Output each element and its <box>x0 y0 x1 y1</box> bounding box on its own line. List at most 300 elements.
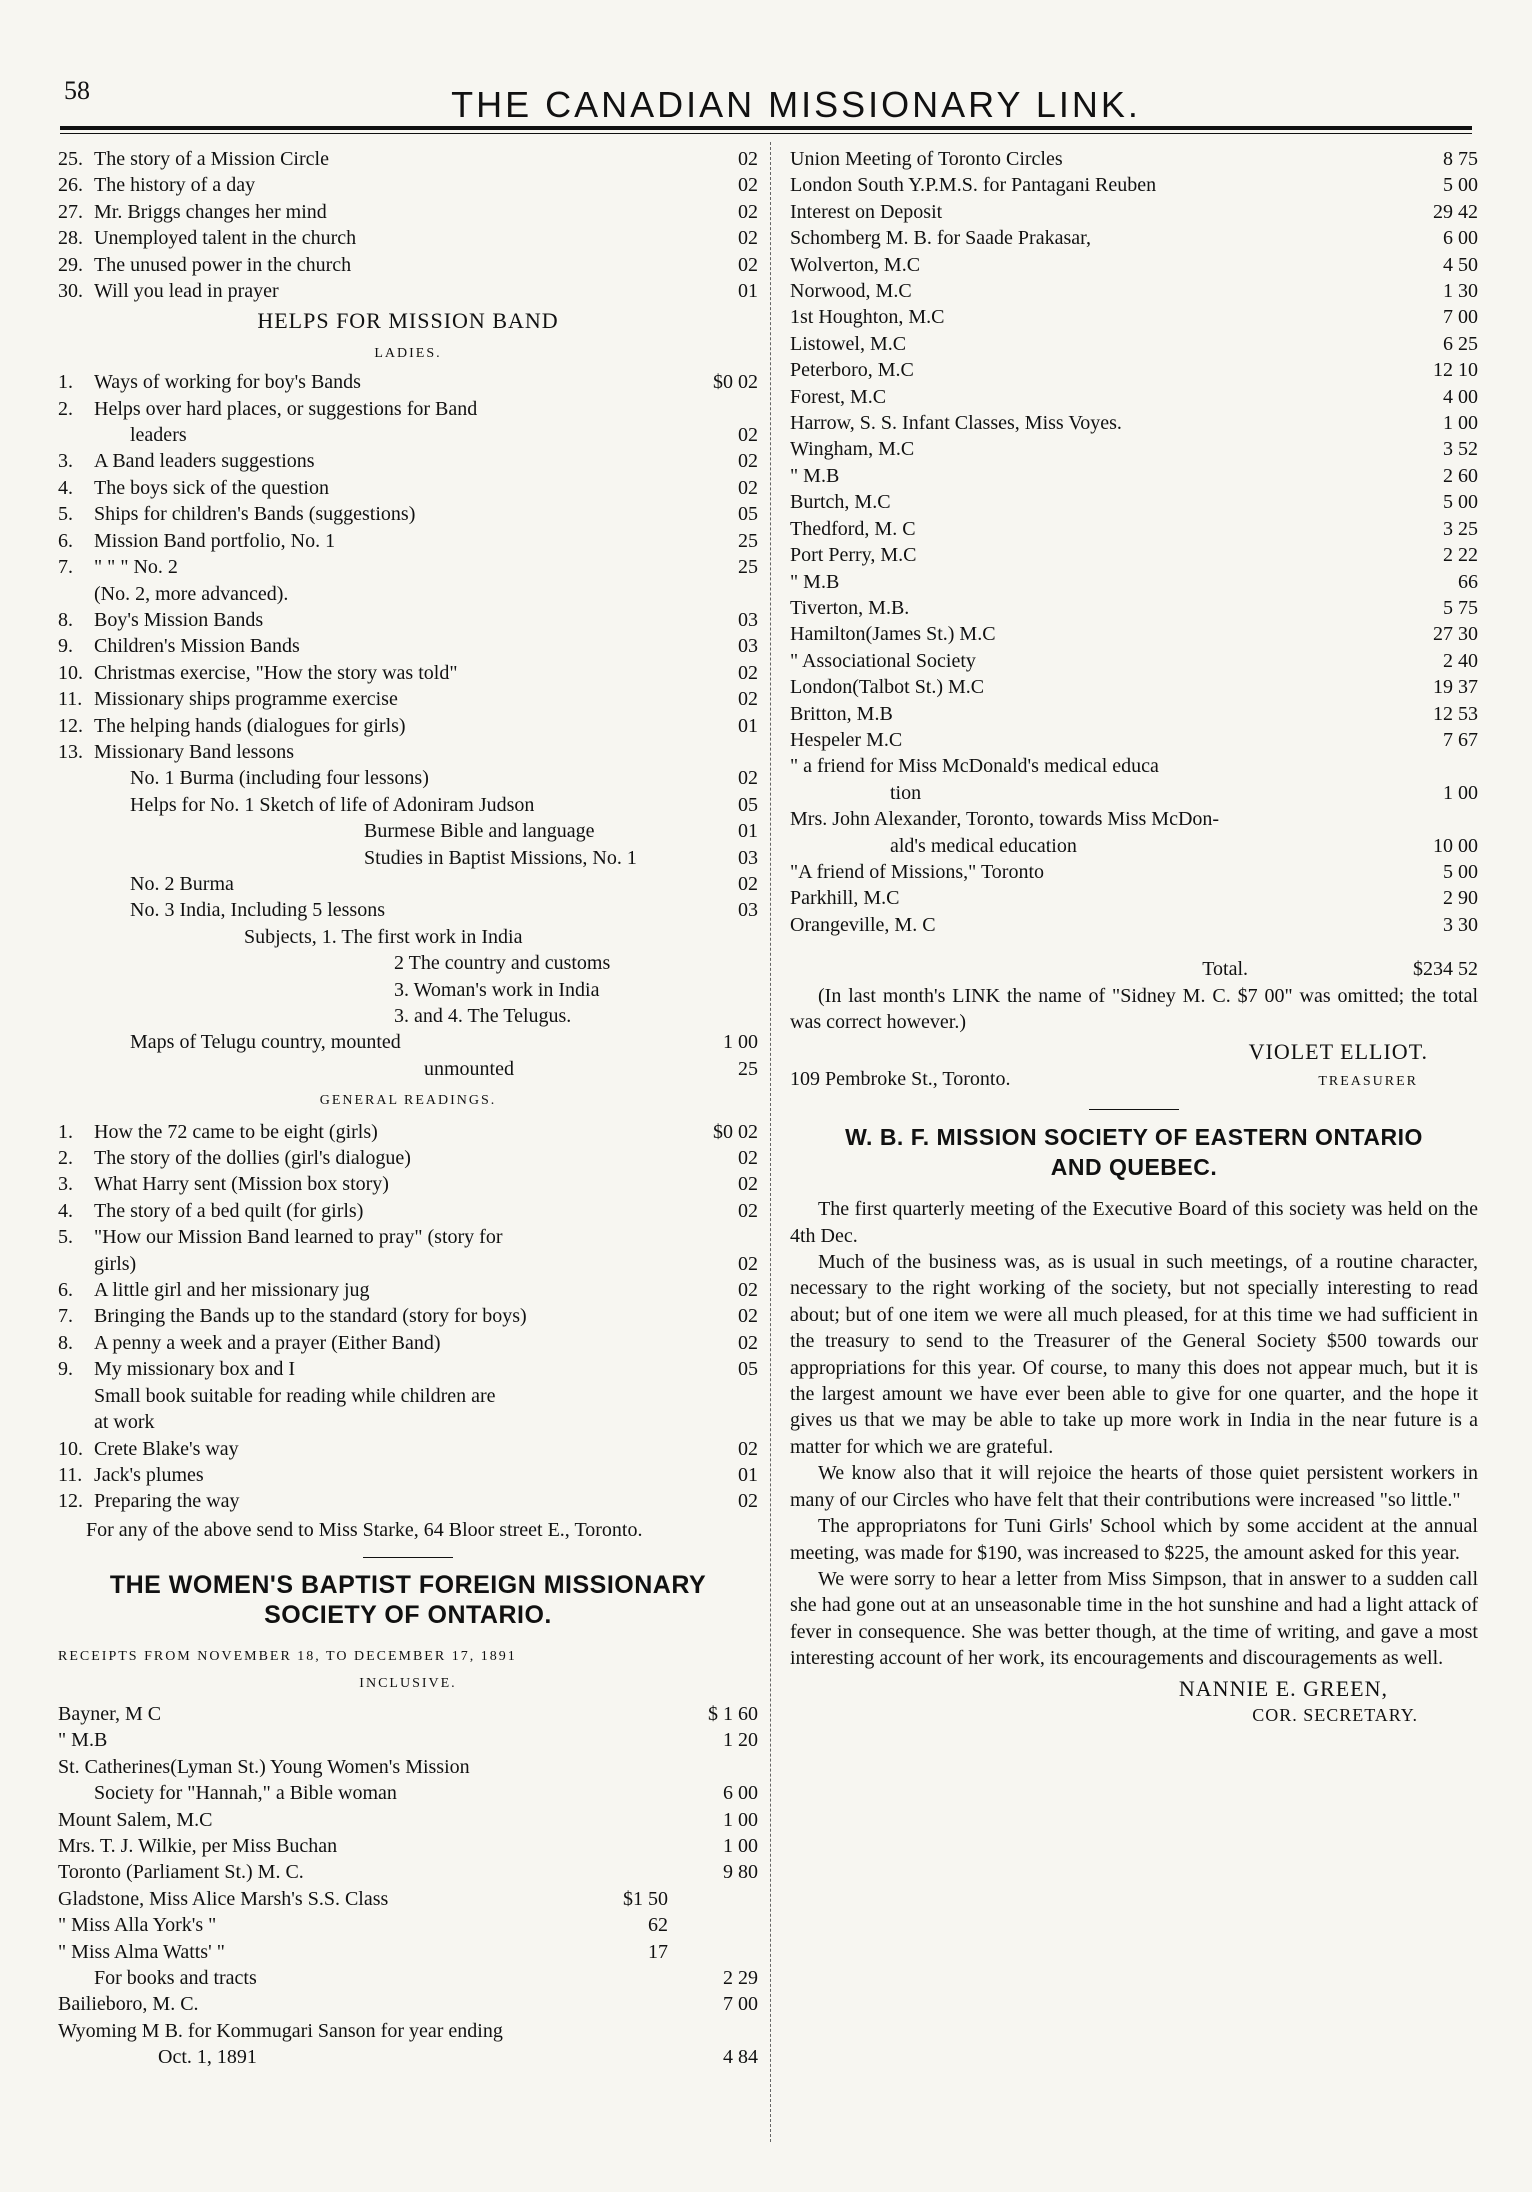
item-amount: 1 00 <box>1443 781 1478 804</box>
item-title: Schomberg M. B. for Saade Prakasar, <box>790 227 1091 250</box>
receipt-row <box>790 542 1478 568</box>
treasurer-name: VIOLET ELLIOT. <box>1248 1039 1428 1065</box>
column-divider <box>770 142 771 2142</box>
tract-row <box>58 199 758 225</box>
item-title: Mount Salem, M.C <box>58 1808 213 1831</box>
item-amount: 02 <box>738 1331 758 1354</box>
item-amount: 02 <box>738 476 758 499</box>
receipt-row <box>790 357 1478 383</box>
lesson-row <box>58 1003 758 1029</box>
reading-row <box>58 1436 758 1462</box>
item-amount: 25 <box>738 529 758 552</box>
item-amount: 02 <box>738 1490 758 1513</box>
item-title: Missionary Band lessons <box>94 740 294 763</box>
tract-row <box>58 278 758 304</box>
item-title: " a friend for Miss McDonald's medical educa <box>790 755 1159 778</box>
item-amount: $0 02 <box>713 1120 758 1143</box>
item-amount: 1 30 <box>1443 280 1478 303</box>
item-title: Jack's plumes <box>94 1463 204 1486</box>
lesson-row <box>58 871 758 897</box>
item-title: Maps of Telugu country, mounted <box>130 1031 401 1054</box>
receipts-heading-inclusive: INCLUSIVE. <box>359 1675 457 1691</box>
receipt-row <box>58 1965 758 1991</box>
item-title: unmounted <box>424 1057 514 1080</box>
item-number: 28. <box>58 227 83 250</box>
total-label: Total. <box>1202 958 1248 981</box>
item-amount: 66 <box>1458 570 1478 593</box>
item-amount: 5 75 <box>1443 596 1478 619</box>
item-title: Small book suitable for reading while children are <box>94 1384 496 1407</box>
reading-row <box>58 1198 758 1224</box>
item-title: A little girl and her missionary jug <box>94 1279 370 1302</box>
item-amount: 02 <box>738 872 758 895</box>
item-title: The story of the dollies (girl's dialogue) <box>94 1147 411 1170</box>
treasurer-address: 109 Pembroke St., Toronto. <box>790 1067 1011 1090</box>
item-amount: 03 <box>738 635 758 658</box>
item-title: Burtch, M.C <box>790 491 891 514</box>
item-title: " Associational Society <box>790 649 976 672</box>
lesson-row <box>58 1056 758 1082</box>
item-title: For books and tracts <box>94 1967 257 1989</box>
helps-row <box>58 396 758 422</box>
item-title: Helps over hard places, or suggestions for Band <box>94 397 478 420</box>
item-title: The unused power in the church <box>94 253 352 276</box>
item-title: 1st Houghton, M.C <box>790 306 945 329</box>
item-amount: 02 <box>738 450 758 473</box>
item-amount: 2 60 <box>1443 464 1478 487</box>
section-rule <box>363 1557 453 1558</box>
item-amount: 02 <box>738 424 758 447</box>
item-title: A Band leaders suggestions <box>94 450 315 473</box>
item-amount: 17 <box>648 1940 668 1963</box>
general-readings-heading: GENERAL READINGS. <box>319 1093 497 1109</box>
reading-row <box>58 1462 758 1488</box>
item-title: Subjects, 1. The first work in India <box>244 925 523 948</box>
item-number: 6. <box>58 1279 73 1302</box>
eastern-heading-line1: W. B. F. MISSION SOCIETY OF EASTERN ONTARIO <box>845 1124 1423 1151</box>
reading-row <box>58 1224 758 1250</box>
item-amount: 25 <box>738 1057 758 1080</box>
item-amount: 02 <box>738 661 758 684</box>
item-title: No. 1 Burma (including four lessons) <box>130 767 429 790</box>
item-number: 7. <box>58 1305 73 1328</box>
item-number: 2. <box>58 1147 73 1170</box>
lesson-row <box>58 845 758 871</box>
receipt-row <box>790 331 1478 357</box>
item-title: How the 72 came to be eight (girls) <box>94 1120 378 1143</box>
eastern-heading-line2: AND QUEBEC. <box>1050 1154 1218 1181</box>
item-title: " M.B <box>790 570 840 593</box>
item-title: Christmas exercise, "How the story was told" <box>94 661 458 684</box>
item-amount: 02 <box>738 1437 758 1460</box>
receipt-row <box>790 780 1478 806</box>
item-title: A penny a week and a prayer (Either Band) <box>94 1331 441 1354</box>
item-number: 5. <box>58 503 73 526</box>
item-title: Toronto (Parliament St.) M. C. <box>58 1861 304 1884</box>
item-number: 26. <box>58 174 83 197</box>
item-number: 8. <box>58 1331 73 1354</box>
item-amount: 27 30 <box>1433 623 1478 646</box>
item-number: 27. <box>58 200 83 223</box>
tract-row <box>58 252 758 278</box>
item-amount: $1 50 <box>623 1887 668 1910</box>
receipt-row <box>790 225 1478 251</box>
item-number: 25. <box>58 148 83 170</box>
item-amount: 2 90 <box>1443 887 1478 910</box>
item-title: 3. and 4. The Telugus. <box>394 1005 572 1027</box>
lesson-row <box>58 818 758 844</box>
item-number: 1. <box>58 1120 73 1143</box>
reading-row <box>58 1277 758 1303</box>
item-amount: 02 <box>738 1279 758 1302</box>
item-amount: 12 53 <box>1433 702 1478 725</box>
item-title: Peterboro, M.C <box>790 359 914 382</box>
reading-row <box>58 1145 758 1171</box>
item-title: Britton, M.B <box>790 702 893 725</box>
item-number: 4. <box>58 476 73 499</box>
receipt-row <box>790 304 1478 330</box>
item-title: No. 3 India, Including 5 lessons <box>130 899 385 922</box>
item-amount: 7 00 <box>723 1993 758 2016</box>
receipt-row <box>790 516 1478 542</box>
ladies-heading: LADIES. <box>374 345 442 361</box>
item-number: 1. <box>58 371 73 394</box>
general-readings-list <box>58 1119 758 1515</box>
signer-title: COR. SECRETARY. <box>1252 1704 1418 1725</box>
item-title: Bayner, M C <box>58 1702 162 1725</box>
item-title: Mrs. John Alexander, Toronto, towards Miss McDon- <box>790 808 1220 831</box>
item-title: Parkhill, M.C <box>790 887 900 910</box>
section-rule <box>1089 1109 1179 1110</box>
item-amount: 1 00 <box>723 1808 758 1831</box>
item-amount: 2 22 <box>1443 544 1478 567</box>
item-title: Studies in Baptist Missions, No. 1 <box>364 846 637 869</box>
item-amount: 4 84 <box>723 2046 758 2069</box>
item-title: leaders <box>130 424 187 447</box>
receipt-row <box>790 463 1478 489</box>
receipt-row <box>790 912 1478 938</box>
item-title: Crete Blake's way <box>94 1437 239 1460</box>
item-amount: 01 <box>738 820 758 843</box>
helps-row <box>58 581 758 607</box>
helps-row <box>58 607 758 633</box>
item-number: 13. <box>58 740 83 763</box>
receipt-row <box>790 410 1478 436</box>
item-title: Hespeler M.C <box>790 728 903 751</box>
item-amount: 9 80 <box>723 1861 758 1884</box>
receipt-row <box>790 172 1478 198</box>
item-title: 2 The country and customs <box>394 952 611 975</box>
receipt-row <box>790 674 1478 700</box>
receipt-row <box>790 595 1478 621</box>
helps-row <box>58 686 758 712</box>
item-title: Harrow, S. S. Infant Classes, Miss Voyes. <box>790 412 1122 435</box>
receipt-row <box>790 833 1478 859</box>
receipts-list <box>58 1701 758 1886</box>
receipt-row <box>790 436 1478 462</box>
gladstone-list <box>58 1886 758 1965</box>
item-amount: 4 50 <box>1443 253 1478 276</box>
item-title: The helping hands (dialogues for girls) <box>94 714 406 737</box>
receipt-row <box>58 1859 758 1885</box>
item-number: 9. <box>58 1358 73 1381</box>
receipt-row <box>58 1754 758 1780</box>
lesson-row <box>58 897 758 923</box>
item-number: 29. <box>58 253 83 276</box>
item-number: 3. <box>58 450 73 473</box>
item-title: Bailieboro, M. C. <box>58 1993 199 2016</box>
receipt-row <box>790 621 1478 647</box>
helps-row <box>58 501 758 527</box>
item-amount: 1 00 <box>1443 412 1478 435</box>
item-title: Tiverton, M.B. <box>790 596 910 619</box>
item-amount: 02 <box>738 1147 758 1170</box>
omission-note: (In last month's LINK the name of "Sidney M. C. $7 00" was omitted; the total was correct however.) <box>790 984 1478 1033</box>
lesson-row <box>58 924 758 950</box>
item-amount: 03 <box>738 608 758 631</box>
receipt-row <box>790 199 1478 225</box>
item-number: 11. <box>58 688 83 711</box>
receipt-row <box>790 252 1478 278</box>
item-amount: 02 <box>738 688 758 711</box>
receipt-row <box>58 1991 758 2017</box>
item-title: The boys sick of the question <box>94 476 329 499</box>
item-title: Missionary ships programme exercise <box>94 688 398 711</box>
item-title: " " " No. 2 <box>94 556 178 579</box>
lessons-list <box>58 765 758 1082</box>
helps-row <box>58 448 758 474</box>
for-any-note: For any of the above send to Miss Starke, 64 Bloor street E., Toronto. <box>86 1518 643 1541</box>
item-title: St. Catherines(Lyman St.) Young Women's Mission <box>58 1755 470 1778</box>
receipt-row <box>58 1701 758 1727</box>
item-title: Children's Mission Bands <box>94 635 300 658</box>
item-number: 30. <box>58 280 83 303</box>
item-title: Helps for No. 1 Sketch of life of Adoniram Judson <box>130 793 535 816</box>
item-amount: 6 25 <box>1443 332 1478 355</box>
item-title: Ways of working for boy's Bands <box>94 371 361 394</box>
receipt-row <box>790 278 1478 304</box>
item-amount: 6 00 <box>1443 227 1478 250</box>
helps-row <box>58 422 758 448</box>
item-amount: 8 75 <box>1443 148 1478 170</box>
lesson-row <box>58 765 758 791</box>
reading-row <box>58 1330 758 1356</box>
society-heading-line1: THE WOMEN'S BAPTIST FOREIGN MISSIONARY <box>109 1571 707 1600</box>
helps-row <box>58 554 758 580</box>
receipt-row <box>790 569 1478 595</box>
item-amount: 1 00 <box>723 1031 758 1054</box>
society-heading-line2: SOCIETY OF ONTARIO. <box>264 1601 552 1630</box>
page-number: 58 <box>64 76 90 105</box>
total-row <box>790 956 1478 982</box>
lesson-row <box>58 950 758 976</box>
tract-row <box>58 225 758 251</box>
item-amount: 10 00 <box>1433 834 1478 857</box>
item-title: "How our Mission Band learned to pray" (story for <box>94 1226 503 1249</box>
item-amount: 25 <box>738 556 758 579</box>
helps-row <box>58 369 758 395</box>
item-number: 4. <box>58 1199 73 1222</box>
helps-heading: HELPS FOR MISSION BAND <box>257 308 559 334</box>
item-title: Union Meeting of Toronto Circles <box>790 148 1063 170</box>
right-column <box>790 146 1478 1728</box>
item-title: Ships for children's Bands (suggestions) <box>94 503 416 526</box>
item-title: Hamilton(James St.) M.C <box>790 623 996 646</box>
item-number: 5. <box>58 1226 73 1249</box>
item-title: What Harry sent (Mission box story) <box>94 1173 389 1196</box>
receipt-row <box>790 648 1478 674</box>
item-title: (No. 2, more advanced). <box>94 582 289 605</box>
item-amount: 02 <box>738 253 758 276</box>
item-number: 3. <box>58 1173 73 1196</box>
receipt-row <box>58 1833 758 1859</box>
receipt-row <box>790 701 1478 727</box>
item-title: "A friend of Missions," Toronto <box>790 860 1045 883</box>
item-amount: 5 00 <box>1443 491 1478 514</box>
item-amount: $ 1 60 <box>708 1702 758 1725</box>
receipt-row <box>58 2018 758 2044</box>
item-amount: 05 <box>738 793 758 816</box>
receipt-row <box>790 859 1478 885</box>
item-amount: 7 67 <box>1443 728 1478 751</box>
item-title: Will you lead in prayer <box>94 280 279 303</box>
item-amount: 01 <box>738 714 758 737</box>
item-amount: 02 <box>738 1252 758 1275</box>
item-amount: 3 52 <box>1443 438 1478 461</box>
reading-row <box>58 1303 758 1329</box>
item-title: " M.B <box>58 1729 108 1752</box>
receipt-row <box>790 753 1478 779</box>
helps-row <box>58 660 758 686</box>
item-title: Mrs. T. J. Wilkie, per Miss Buchan <box>58 1834 338 1857</box>
receipts-heading: RECEIPTS FROM NOVEMBER 18, TO DECEMBER 17, 1891 <box>58 1649 517 1665</box>
item-amount: 1 00 <box>723 1834 758 1857</box>
item-amount: 03 <box>738 846 758 869</box>
item-amount: 02 <box>738 174 758 197</box>
receipt-row <box>790 384 1478 410</box>
item-amount: 01 <box>738 1463 758 1486</box>
item-amount: 62 <box>648 1914 668 1937</box>
helps-list <box>58 369 758 765</box>
left-column <box>58 146 758 2071</box>
item-title: Boy's Mission Bands <box>94 608 264 631</box>
item-title: The history of a day <box>94 174 256 197</box>
item-number: 2. <box>58 397 73 420</box>
item-title: girls) <box>94 1252 137 1275</box>
receipt-row <box>58 2044 758 2070</box>
treasurer-line <box>790 1066 1478 1095</box>
reading-row <box>58 1171 758 1197</box>
item-number: 8. <box>58 608 73 631</box>
reading-row <box>58 1488 758 1514</box>
item-amount: 05 <box>738 503 758 526</box>
item-title: 3. Woman's work in India <box>394 978 600 1001</box>
receipt-row <box>790 885 1478 911</box>
item-number: 12. <box>58 1490 83 1513</box>
item-title: Mr. Briggs changes her mind <box>94 200 327 223</box>
reading-row <box>58 1383 758 1409</box>
receipt-row <box>790 806 1478 832</box>
reading-row <box>58 1356 758 1382</box>
item-title: Unemployed talent in the church <box>94 227 357 250</box>
item-amount: 02 <box>738 767 758 790</box>
item-amount: $0 02 <box>713 371 758 394</box>
item-title: The story of a bed quilt (for girls) <box>94 1199 364 1222</box>
item-amount: 02 <box>738 1199 758 1222</box>
receipt-row <box>58 1727 758 1753</box>
item-amount: 2 40 <box>1443 649 1478 672</box>
helps-row <box>58 633 758 659</box>
item-title: " Miss Alma Watts' " <box>58 1940 225 1963</box>
item-title: at work <box>94 1411 155 1434</box>
item-title: " Miss Alla York's " <box>58 1914 217 1937</box>
receipt-row <box>790 146 1478 172</box>
item-number: 6. <box>58 529 73 552</box>
item-number: 11. <box>58 1463 83 1486</box>
item-title: Preparing the way <box>94 1490 240 1513</box>
receipts-list-cont <box>58 1965 758 2071</box>
item-amount: 3 30 <box>1443 913 1478 936</box>
item-number: 9. <box>58 635 73 658</box>
item-title: Forest, M.C <box>790 385 887 408</box>
item-amount: 02 <box>738 227 758 250</box>
item-amount: 01 <box>738 280 758 303</box>
masthead-rule <box>60 126 1472 130</box>
item-amount: 1 20 <box>723 1729 758 1752</box>
item-amount: 19 37 <box>1433 676 1478 699</box>
masthead-title: THE CANADIAN MISSIONARY LINK. <box>451 84 1141 125</box>
item-title: Port Perry, M.C <box>790 544 917 567</box>
item-title: Wingham, M.C <box>790 438 915 461</box>
masthead-rule-thin <box>60 133 1472 134</box>
signer-name: NANNIE E. GREEN, <box>1178 1675 1388 1701</box>
item-title: Wolverton, M.C <box>790 253 921 276</box>
helps-row <box>58 713 758 739</box>
item-amount: 12 10 <box>1433 359 1478 382</box>
gladstone-row <box>58 1939 758 1965</box>
article-paragraph: We know also that it will rejoice the hearts of those quiet persistent workers in many of our Circles who have felt that their contributions were increased "so little." <box>790 1462 1478 1511</box>
receipt-row <box>58 1807 758 1833</box>
item-title: Oct. 1, 1891 <box>158 2046 257 2069</box>
item-title: The story of a Mission Circle <box>94 148 329 170</box>
item-amount: 02 <box>738 1173 758 1196</box>
item-amount: 29 42 <box>1433 200 1478 223</box>
reading-row <box>58 1119 758 1145</box>
article-paragraph: The first quarterly meeting of the Executive Board of this society was held on the 4th Dec. <box>790 1198 1478 1247</box>
item-title: Society for "Hannah," a Bible woman <box>94 1782 397 1805</box>
item-title: Orangeville, M. C <box>790 913 936 936</box>
item-amount: 03 <box>738 899 758 922</box>
item-amount: 3 25 <box>1443 517 1478 540</box>
lesson-row <box>58 1029 758 1055</box>
gladstone-row <box>58 1912 758 1938</box>
receipt-row <box>790 727 1478 753</box>
helps-row <box>58 475 758 501</box>
tract-row <box>58 172 758 198</box>
item-title: London South Y.P.M.S. for Pantagani Reuben <box>790 174 1157 197</box>
article-paragraph: Much of the business was, as is usual in such meetings, of a routine character, necessary to the right working of the society, but not specially interesting to read about; but of one item we were all much pleased, for at this time we had sufficient in the treasury to send to the Treasurer of the General Society $500 towards our appropriations for this year. Of course, to many this does not appear much, but it is the largest amount we have ever been able to give for one quarter, and the hope it gives us that we may be able to take up more work in India in the near future is a matter for which we are grateful. <box>790 1251 1478 1458</box>
item-amount: 02 <box>738 200 758 223</box>
treasurer-title: TREASURER <box>1318 1073 1418 1089</box>
item-title: Bringing the Bands up to the standard (story for boys) <box>94 1305 527 1328</box>
lesson-row <box>58 977 758 1003</box>
item-title: My missionary box and I <box>94 1358 296 1381</box>
item-amount: 4 00 <box>1443 385 1478 408</box>
item-title: London(Talbot St.) M.C <box>790 676 985 699</box>
item-title: Burmese Bible and language <box>364 820 595 843</box>
item-amount: 5 00 <box>1443 860 1478 883</box>
item-title: " M.B <box>790 464 840 487</box>
